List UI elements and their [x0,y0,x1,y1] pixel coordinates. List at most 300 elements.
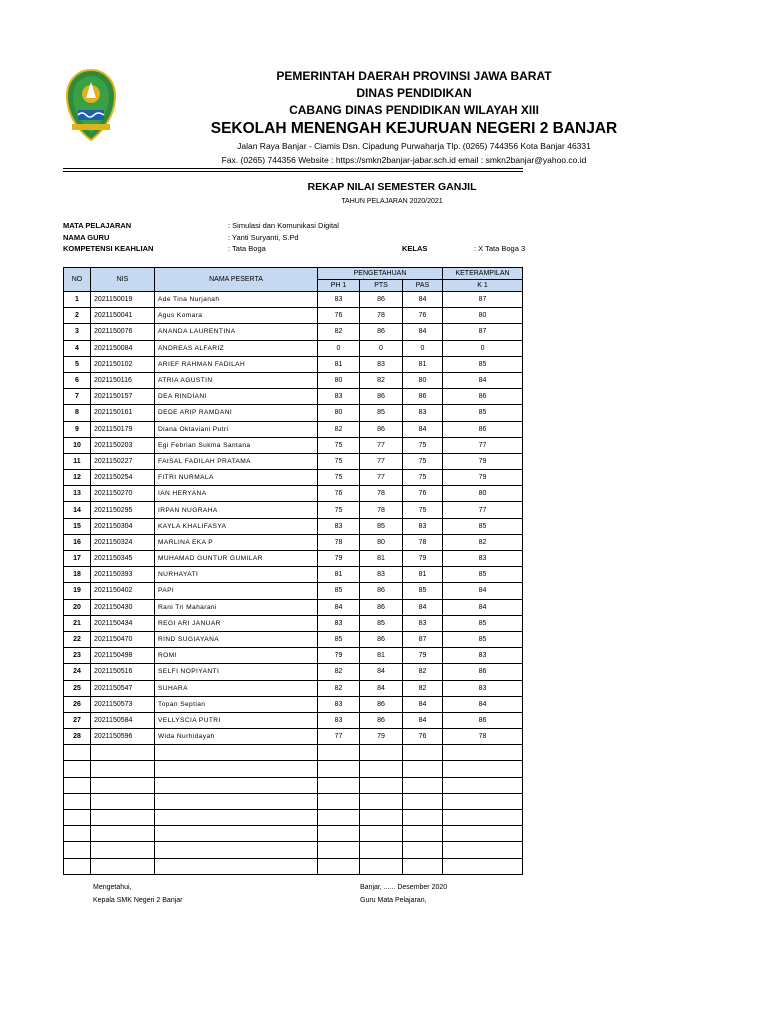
cell-pts: 86 [360,292,403,308]
cell-ph1: 83 [318,615,360,631]
cell-nis: 2021150019 [91,292,155,308]
cell-k1: 83 [443,680,523,696]
cell-nis: 2021150203 [91,437,155,453]
cell-k1: 77 [443,502,523,518]
table-row [64,712,523,728]
empty-table-row [64,842,523,858]
cell-pas: 0 [403,340,443,356]
cell-pas: 75 [403,437,443,453]
table-row [64,340,523,356]
cell-k1: 83 [443,551,523,567]
cell-k1: 86 [443,389,523,405]
empty-cell [91,810,155,826]
col-header-ph1: PH 1 [318,280,360,292]
cell-name: RIND SUGIAYANA [155,631,318,647]
cell-pas: 81 [403,356,443,372]
cell-ph1: 82 [318,680,360,696]
table-row [64,583,523,599]
empty-cell [318,761,360,777]
empty-cell [403,826,443,842]
cell-pts: 81 [360,551,403,567]
empty-cell [403,793,443,809]
cell-nis: 2021150584 [91,712,155,728]
cell-pas: 83 [403,615,443,631]
cell-pts: 83 [360,356,403,372]
cell-no: 21 [64,615,91,631]
empty-cell [155,810,318,826]
empty-cell [91,745,155,761]
cell-k1: 80 [443,308,523,324]
cell-ph1: 81 [318,356,360,372]
cell-no: 9 [64,421,91,437]
cell-no: 4 [64,340,91,356]
table-row [64,453,523,469]
cell-name: Rani Tri Maharani [155,599,318,615]
empty-cell [155,858,318,874]
cell-ph1: 85 [318,631,360,647]
empty-cell [403,810,443,826]
empty-cell [360,810,403,826]
cell-k1: 84 [443,599,523,615]
cell-ph1: 75 [318,502,360,518]
cell-pts: 85 [360,518,403,534]
cell-name: Diana Oktaviani Putri [155,421,318,437]
cell-name: MARLINA EKA P [155,534,318,550]
competence-value: : Tata Boga [228,244,266,253]
cell-nis: 2021150304 [91,518,155,534]
cell-pas: 84 [403,324,443,340]
cell-no: 13 [64,486,91,502]
empty-cell [155,761,318,777]
class-label: KELAS [402,244,428,253]
cell-ph1: 82 [318,324,360,340]
empty-cell [155,745,318,761]
cell-nis: 2021150102 [91,356,155,372]
cell-no: 5 [64,356,91,372]
col-header-name: NAMA PESERTA [155,268,318,292]
empty-cell [318,810,360,826]
empty-cell [360,761,403,777]
cell-pas: 84 [403,696,443,712]
cell-pas: 75 [403,453,443,469]
cell-name: NURHAYATI [155,567,318,583]
cell-nis: 2021150345 [91,551,155,567]
cell-nis: 2021150227 [91,453,155,469]
empty-cell [155,826,318,842]
empty-cell [403,842,443,858]
cell-name: VELLYSCIA PUTRI [155,712,318,728]
cell-pts: 77 [360,470,403,486]
cell-k1: 86 [443,421,523,437]
cell-k1: 85 [443,631,523,647]
col-header-pas: PAS [403,280,443,292]
cell-ph1: 83 [318,389,360,405]
table-row [64,421,523,437]
cell-pas: 75 [403,470,443,486]
cell-name: ANANDA LAURENTINA [155,324,318,340]
cell-pas: 83 [403,405,443,421]
cell-ph1: 77 [318,729,360,745]
cell-no: 24 [64,664,91,680]
cell-k1: 84 [443,372,523,388]
competence-label: KOMPETENSI KEAHLIAN [63,244,154,253]
cell-ph1: 80 [318,372,360,388]
empty-cell [360,858,403,874]
school-contact: Fax. (0265) 744356 Website : https://smkn2banjar-jabar.sch.id email : smkn2banjar@yahoo.co.id [221,155,587,165]
empty-cell [91,826,155,842]
table-row [64,486,523,502]
empty-table-row [64,858,523,874]
cell-name: KAYLA KHALIFASYA [155,518,318,534]
cell-name: DEDE ARIP RAMDANI [155,405,318,421]
acknowledgement-label: Mengetahui, [93,884,132,891]
empty-cell [64,793,91,809]
cell-ph1: 80 [318,405,360,421]
cell-ph1: 83 [318,518,360,534]
cell-ph1: 75 [318,437,360,453]
table-row [64,502,523,518]
cell-name: REGI ARI JANUAR [155,615,318,631]
cell-pas: 84 [403,599,443,615]
empty-cell [443,858,523,874]
cell-k1: 82 [443,534,523,550]
cell-pas: 76 [403,308,443,324]
cell-k1: 78 [443,729,523,745]
school-address: Jalan Raya Banjar - Ciamis Dsn. Cipadung Purwaharja Tlp. (0265) 744356 Kota Banjar 46331 [237,141,591,151]
cell-k1: 80 [443,486,523,502]
cell-pts: 77 [360,437,403,453]
table-row [64,615,523,631]
cell-pas: 79 [403,648,443,664]
empty-cell [443,842,523,858]
cell-nis: 2021150270 [91,486,155,502]
cell-no: 28 [64,729,91,745]
cell-pas: 83 [403,518,443,534]
cell-k1: 83 [443,648,523,664]
grade-table [63,267,523,875]
cell-no: 26 [64,696,91,712]
empty-cell [91,793,155,809]
cell-k1: 85 [443,356,523,372]
cell-nis: 2021150076 [91,324,155,340]
cell-no: 2 [64,308,91,324]
table-row [64,680,523,696]
empty-cell [155,777,318,793]
empty-cell [91,858,155,874]
letterhead-divider [63,168,523,169]
empty-cell [360,842,403,858]
cell-no: 17 [64,551,91,567]
table-row [64,551,523,567]
teacher-value: : Yanti Suryanti, S.Pd [228,233,299,242]
cell-pas: 84 [403,421,443,437]
cell-pas: 84 [403,292,443,308]
table-row [64,437,523,453]
cell-pas: 86 [403,389,443,405]
cell-no: 14 [64,502,91,518]
table-row [64,567,523,583]
cell-ph1: 82 [318,664,360,680]
empty-cell [318,777,360,793]
empty-cell [155,793,318,809]
cell-pts: 86 [360,599,403,615]
empty-cell [443,810,523,826]
empty-cell [91,761,155,777]
cell-nis: 2021150295 [91,502,155,518]
empty-cell [360,745,403,761]
cell-ph1: 75 [318,453,360,469]
cell-pas: 76 [403,486,443,502]
cell-name: SUHARA [155,680,318,696]
cell-nis: 2021150157 [91,389,155,405]
cell-pts: 86 [360,583,403,599]
cell-ph1: 83 [318,696,360,712]
empty-cell [403,761,443,777]
cell-pas: 87 [403,631,443,647]
cell-name: MUHAMAD GUNTUR GUMILAR [155,551,318,567]
cell-k1: 77 [443,437,523,453]
cell-k1: 85 [443,518,523,534]
cell-name: ARIEF RAHMAN FADILAH [155,356,318,372]
table-row [64,308,523,324]
empty-table-row [64,826,523,842]
cell-k1: 85 [443,567,523,583]
empty-cell [360,793,403,809]
table-row [64,292,523,308]
cell-ph1: 82 [318,421,360,437]
cell-pts: 86 [360,712,403,728]
cell-name: IRPAN NUGRAHA [155,502,318,518]
cell-k1: 86 [443,664,523,680]
cell-pas: 85 [403,583,443,599]
cell-pts: 86 [360,421,403,437]
cell-pas: 76 [403,729,443,745]
cell-nis: 2021150116 [91,372,155,388]
cell-no: 20 [64,599,91,615]
cell-nis: 2021150179 [91,421,155,437]
cell-ph1: 75 [318,470,360,486]
cell-nis: 2021150470 [91,631,155,647]
empty-cell [443,826,523,842]
cell-no: 19 [64,583,91,599]
cell-ph1: 79 [318,648,360,664]
cell-name: ROMI [155,648,318,664]
cell-pas: 81 [403,567,443,583]
cell-no: 23 [64,648,91,664]
cell-ph1: 76 [318,308,360,324]
cell-pas: 84 [403,712,443,728]
cell-no: 3 [64,324,91,340]
cell-pas: 79 [403,551,443,567]
cell-pts: 0 [360,340,403,356]
cell-k1: 84 [443,583,523,599]
table-row [64,696,523,712]
empty-table-row [64,793,523,809]
cell-pts: 85 [360,615,403,631]
cell-pts: 86 [360,631,403,647]
cell-pas: 78 [403,534,443,550]
table-row [64,664,523,680]
cell-pts: 80 [360,534,403,550]
empty-cell [443,761,523,777]
empty-cell [155,842,318,858]
empty-cell [403,745,443,761]
cell-ph1: 78 [318,534,360,550]
cell-name: Egi Febrian Sukma Santana [155,437,318,453]
cell-nis: 2021150393 [91,567,155,583]
cell-name: FAISAL FADILAH PRATAMA [155,453,318,469]
col-header-skills: KETERAMPILAN [443,268,523,280]
cell-pts: 84 [360,680,403,696]
table-row [64,324,523,340]
table-row [64,372,523,388]
cell-pts: 79 [360,729,403,745]
cell-pts: 77 [360,453,403,469]
cell-no: 8 [64,405,91,421]
cell-name: FITRI NURMALA [155,470,318,486]
cell-k1: 85 [443,615,523,631]
subject-value: : Simulasi dan Komunikasi Digital [228,221,339,230]
empty-table-row [64,761,523,777]
cell-k1: 85 [443,405,523,421]
cell-k1: 87 [443,292,523,308]
cell-pts: 81 [360,648,403,664]
cell-nis: 2021150573 [91,696,155,712]
cell-no: 16 [64,534,91,550]
cell-nis: 2021150084 [91,340,155,356]
empty-cell [64,826,91,842]
cell-k1: 0 [443,340,523,356]
cell-nis: 2021150161 [91,405,155,421]
cell-k1: 87 [443,324,523,340]
cell-k1: 79 [443,453,523,469]
empty-cell [64,761,91,777]
table-row [64,648,523,664]
cell-no: 11 [64,453,91,469]
cell-nis: 2021150547 [91,680,155,696]
cell-ph1: 84 [318,599,360,615]
cell-name: PAPI [155,583,318,599]
cell-pts: 78 [360,486,403,502]
cell-pts: 85 [360,405,403,421]
cell-name: ANDREAS ALFARIZ [155,340,318,356]
empty-cell [64,842,91,858]
cell-k1: 79 [443,470,523,486]
empty-cell [64,777,91,793]
cell-name: ATRIA AGUSTIN [155,372,318,388]
report-subtitle: TAHUN PELAJARAN 2020/2021 [341,198,443,205]
cell-nis: 2021150498 [91,648,155,664]
empty-cell [91,777,155,793]
cell-no: 18 [64,567,91,583]
empty-cell [64,810,91,826]
col-header-knowledge: PENGETAHUAN [318,268,443,280]
cell-nis: 2021150516 [91,664,155,680]
cell-pts: 86 [360,696,403,712]
subject-label: MATA PELAJARAN [63,221,132,230]
cell-name: SELFI NOPIYANTI [155,664,318,680]
cell-name: IAN HERYANA [155,486,318,502]
cell-ph1: 85 [318,583,360,599]
empty-cell [318,826,360,842]
cell-pas: 82 [403,664,443,680]
empty-cell [443,745,523,761]
department-heading: DINAS PENDIDIKAN [356,86,472,100]
cell-no: 25 [64,680,91,696]
cell-name: DEA RINDIANI [155,389,318,405]
empty-cell [443,777,523,793]
table-row [64,356,523,372]
col-header-no: NO [64,268,91,292]
cell-pts: 86 [360,324,403,340]
teacher-label: NAMA GURU [63,233,110,242]
cell-pts: 78 [360,502,403,518]
empty-cell [64,745,91,761]
cell-no: 12 [64,470,91,486]
cell-ph1: 76 [318,486,360,502]
place-date: Banjar, ...... Desember 2020 [360,884,448,891]
cell-nis: 2021150254 [91,470,155,486]
empty-cell [318,842,360,858]
school-name: SEKOLAH MENENGAH KEJURUAN NEGERI 2 BANJAR [210,120,618,137]
cell-nis: 2021150434 [91,615,155,631]
col-header-pts: PTS [360,280,403,292]
table-row [64,405,523,421]
empty-cell [64,858,91,874]
cell-name: Topan Septian [155,696,318,712]
empty-cell [318,793,360,809]
cell-no: 27 [64,712,91,728]
cell-no: 7 [64,389,91,405]
branch-heading: CABANG DINAS PENDIDIKAN WILAYAH XIII [289,103,539,117]
table-row [64,631,523,647]
government-heading: PEMERINTAH DAERAH PROVINSI JAWA BARAT [276,69,552,83]
cell-pts: 82 [360,372,403,388]
cell-nis: 2021150596 [91,729,155,745]
empty-cell [403,777,443,793]
grade-table-body [64,292,523,875]
cell-name: Wida Nurhidayah [155,729,318,745]
cell-no: 10 [64,437,91,453]
cell-ph1: 79 [318,551,360,567]
empty-table-row [64,777,523,793]
cell-no: 1 [64,292,91,308]
report-title: REKAP NILAI SEMESTER GANJIL [307,181,477,193]
cell-ph1: 83 [318,712,360,728]
cell-pas: 82 [403,680,443,696]
empty-cell [91,842,155,858]
cell-no: 6 [64,372,91,388]
empty-cell [360,777,403,793]
cell-ph1: 81 [318,567,360,583]
cell-pts: 86 [360,389,403,405]
teacher-title: Guru Mata Pelajaran, [360,897,427,904]
cell-no: 15 [64,518,91,534]
col-header-k1: K 1 [443,280,523,292]
table-row [64,470,523,486]
cell-name: Ade Tina Nurjanah [155,292,318,308]
cell-nis: 2021150324 [91,534,155,550]
cell-ph1: 0 [318,340,360,356]
cell-pts: 83 [360,567,403,583]
cell-nis: 2021150402 [91,583,155,599]
cell-k1: 86 [443,712,523,728]
empty-cell [360,826,403,842]
empty-table-row [64,745,523,761]
table-row [64,534,523,550]
cell-pts: 78 [360,308,403,324]
table-row [64,518,523,534]
